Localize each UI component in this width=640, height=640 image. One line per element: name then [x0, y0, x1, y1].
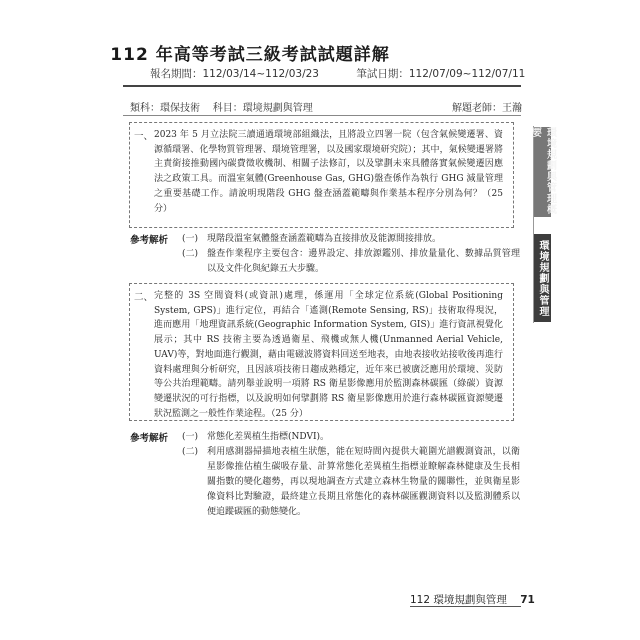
question-text: 2023 年 5 月立法院三讀通過環境部組織法，且將設立四署一院（包含氣候變遷署、資源循環署、化學物質管理署、環境管理署，以及國家環境研究院）；其中，氣候變遷署將主責銜接推動國內碳費徵收機制、相關子法修訂，以及擘劃未來具體落實氣候變遷因應法之政策工具。而溫室氣體(Greenhouse Gas, GHG)盤查係作為執行 GHG 減量管理之重要基礎工作。請說明現階段 GHG 盤查涵蓋範疇與作業基本程序分別為何？（25 分） — [154, 130, 503, 214]
side-tab-overview[interactable]: 環境規劃與管理概要 — [529, 127, 556, 215]
question-box-1 — [129, 122, 514, 228]
exam-meta — [130, 99, 522, 114]
answer-item — [182, 445, 520, 520]
header-rule — [123, 85, 521, 87]
answer-item — [182, 232, 520, 247]
exam-date: 筆試日期：112/07/09~112/07/11 — [356, 68, 526, 80]
answer-item-text: 常態化差異植生指標(NDVI)。 — [207, 432, 330, 442]
footer-rule — [410, 606, 521, 607]
page-title: 112 年高等考試三級考試試題詳解 — [110, 45, 390, 65]
answer-item-number: (一) — [182, 432, 199, 442]
question-box-2 — [129, 283, 514, 421]
subject-label: 科目：環境規劃與管理 — [212, 103, 313, 114]
registration-period: 報名期間：112/03/14~112/03/23 — [150, 68, 319, 80]
meta-rule — [123, 115, 521, 116]
answer-item-number: (二) — [182, 249, 199, 259]
question-text: 完整的 3S 空間資料(或資訊)處理，係運用「全球定位系統(Global Positioning System, GPS)」進行定位，再結合「遙測(Remote Sensing, RS)」技術取得現況，進而應用「地理資訊系統(Geographic Information System, GIS)」進行資訊視覺化展示；其中 RS 技術主要為透過衛星、飛機或無人機(Unmanned Aerial Vehicle, UAV)等，對地面進行觀測，藉由電磁波將資料回送至地表，由地表接收站接收後再進行資料處理與分析研究，且因該項技術日趨成熟穩定，近年來已被廣泛應用於環境、災防等公共治理範疇。請列舉並說明一項將 RS 衛星影像應用於監測森林碳匯（綠碳）資源變遷狀況的可行指標，以及說明如何擘劃將 RS 衛星影像應用於進行森林碳匯資源變遷狀況監測之一般性作業途程。（25 分） — [154, 291, 503, 419]
teacher-label: 解題老師：王瀚 — [452, 103, 522, 114]
answer-item-number: (一) — [182, 234, 199, 244]
question-number: 一、 — [134, 131, 154, 142]
answer-item-text: 利用感測器掃描地表植生狀態，能在短時間內提供大範圍光譜觀測資訊，以衛星影像推估植生碳吸存量、計算常態化差異植生指標並瞭解森林健康及生長相關指數的變化趨勢，再以現地調查方式建立森林生物量的關聯性，並與衛星影像資料比對驗證，最終建立長期且常態化的森林碳匯觀測資料以及監測體系以便追蹤碳匯的動態變化。 — [207, 447, 520, 517]
page-number: 71 — [520, 594, 535, 606]
exam-dates — [150, 66, 559, 81]
page-footer — [410, 592, 535, 607]
answer-label: 參考解析 — [130, 235, 169, 246]
running-title: 112 環境規劃與管理 — [410, 594, 507, 606]
answer-item — [182, 430, 520, 445]
answer-item-text: 盤查作業程序主要包含：邊界設定、排放源鑑別、排放量量化、數據品質管理以及文件化與紀錄五大步驟。 — [207, 249, 520, 274]
side-tab-current[interactable]: 環境規劃與管理 — [534, 234, 551, 322]
question-number: 二、 — [134, 292, 154, 303]
answer-label: 參考解析 — [130, 433, 169, 444]
category-label: 類科：環保技術 — [130, 103, 200, 114]
answer-item — [182, 247, 520, 277]
answer-item-text: 現階段溫室氣體盤查涵蓋範疇為直接排放及能源間接排放。 — [207, 234, 442, 244]
answer-item-number: (二) — [182, 447, 199, 457]
